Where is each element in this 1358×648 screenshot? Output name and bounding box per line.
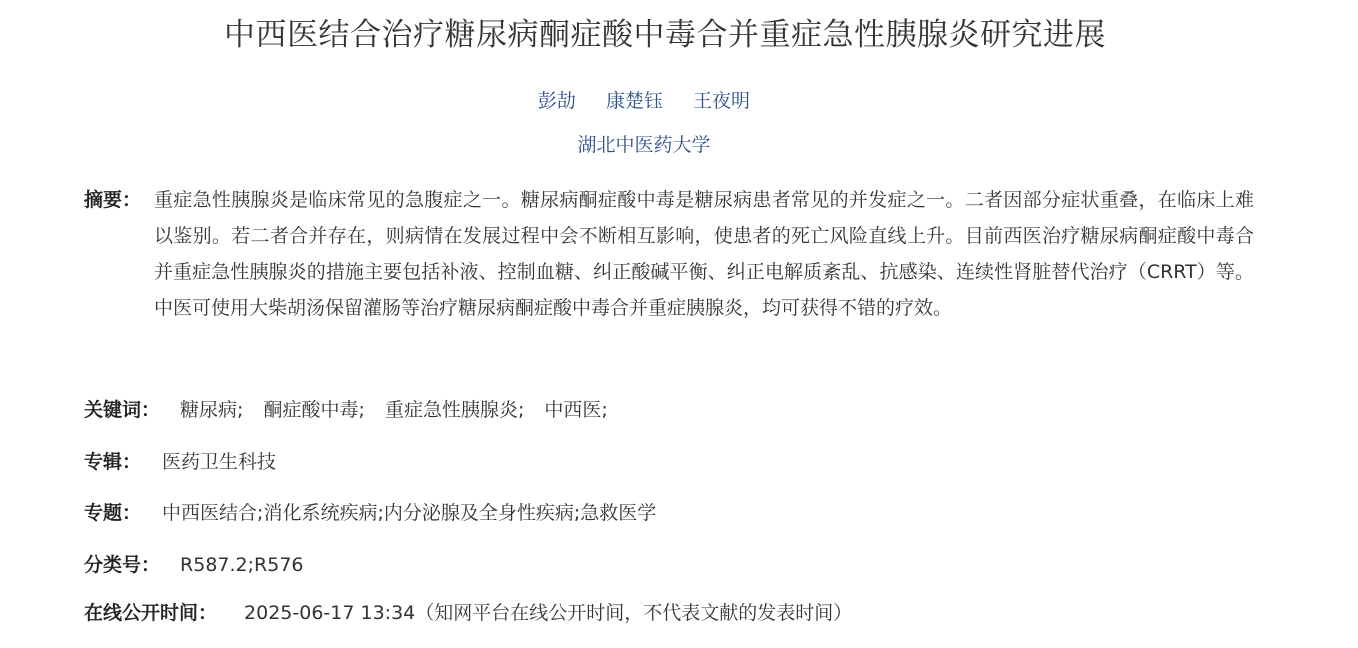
author-link[interactable]: 康楚钰 bbox=[605, 90, 663, 112]
organization-link[interactable]: 湖北中医药大学 bbox=[577, 134, 711, 156]
keyword-link[interactable]: 重症急性胰腺炎; bbox=[384, 399, 525, 421]
series-row bbox=[84, 447, 276, 477]
topic-label: 专题： bbox=[84, 502, 142, 524]
organization bbox=[0, 130, 1288, 160]
online-time-label: 在线公开时间： bbox=[84, 602, 218, 624]
series-label: 专辑： bbox=[84, 451, 142, 473]
topic-row bbox=[84, 498, 656, 528]
keywords-list bbox=[180, 395, 622, 425]
keywords-row bbox=[84, 395, 622, 425]
classification-value: R587.2;R576 bbox=[180, 554, 304, 576]
keyword-link[interactable]: 中西医; bbox=[544, 399, 608, 421]
topic-value: 中西医结合;消化系统疾病;内分泌腺及全身性疾病;急救医学 bbox=[162, 502, 657, 524]
keyword-link[interactable]: 酮症酸中毒; bbox=[263, 399, 365, 421]
author-link[interactable]: 王夜明 bbox=[693, 90, 751, 112]
classification-label: 分类号： bbox=[84, 554, 161, 576]
author-list bbox=[0, 86, 1288, 116]
series-value: 医药卫生科技 bbox=[162, 451, 277, 473]
abstract-label: 摘要： bbox=[84, 189, 142, 211]
author-link[interactable]: 彭劼 bbox=[537, 90, 576, 112]
abstract-text: 重症急性胰腺炎是临床常见的急腹症之一。糖尿病酮症酸中毒是糖尿病患者常见的并发症之一。二者因部分症状重叠，在临床上难以鉴别。若二者合并存在，则病情在发展过程中会不断相互影响，使患者的死亡风险直线上升。目前西医治疗糖尿病酮症酸中毒合并重症急性胰腺炎的措施主要包括补液、控制血糖、纠正酸碱平衡、纠正电解质紊乱、抗感染、连续性肾脏替代治疗（CRRT）等。中医可使用大柴胡汤保留灌肠等治疗糖尿病酮症酸中毒合并重症胰腺炎，均可获得不错的疗效。 bbox=[154, 189, 1254, 319]
online-time-value: 2025-06-17 13:34（知网平台在线公开时间，不代表文献的发表时间） bbox=[244, 602, 853, 624]
article-title: 中西医结合治疗糖尿病酮症酸中毒合并重症急性胰腺炎研究进展 bbox=[224, 17, 1106, 53]
classification-row bbox=[84, 550, 304, 580]
online-time-row bbox=[84, 598, 852, 628]
keyword-link[interactable]: 糖尿病; bbox=[180, 399, 244, 421]
keywords-label: 关键词： bbox=[84, 399, 161, 421]
